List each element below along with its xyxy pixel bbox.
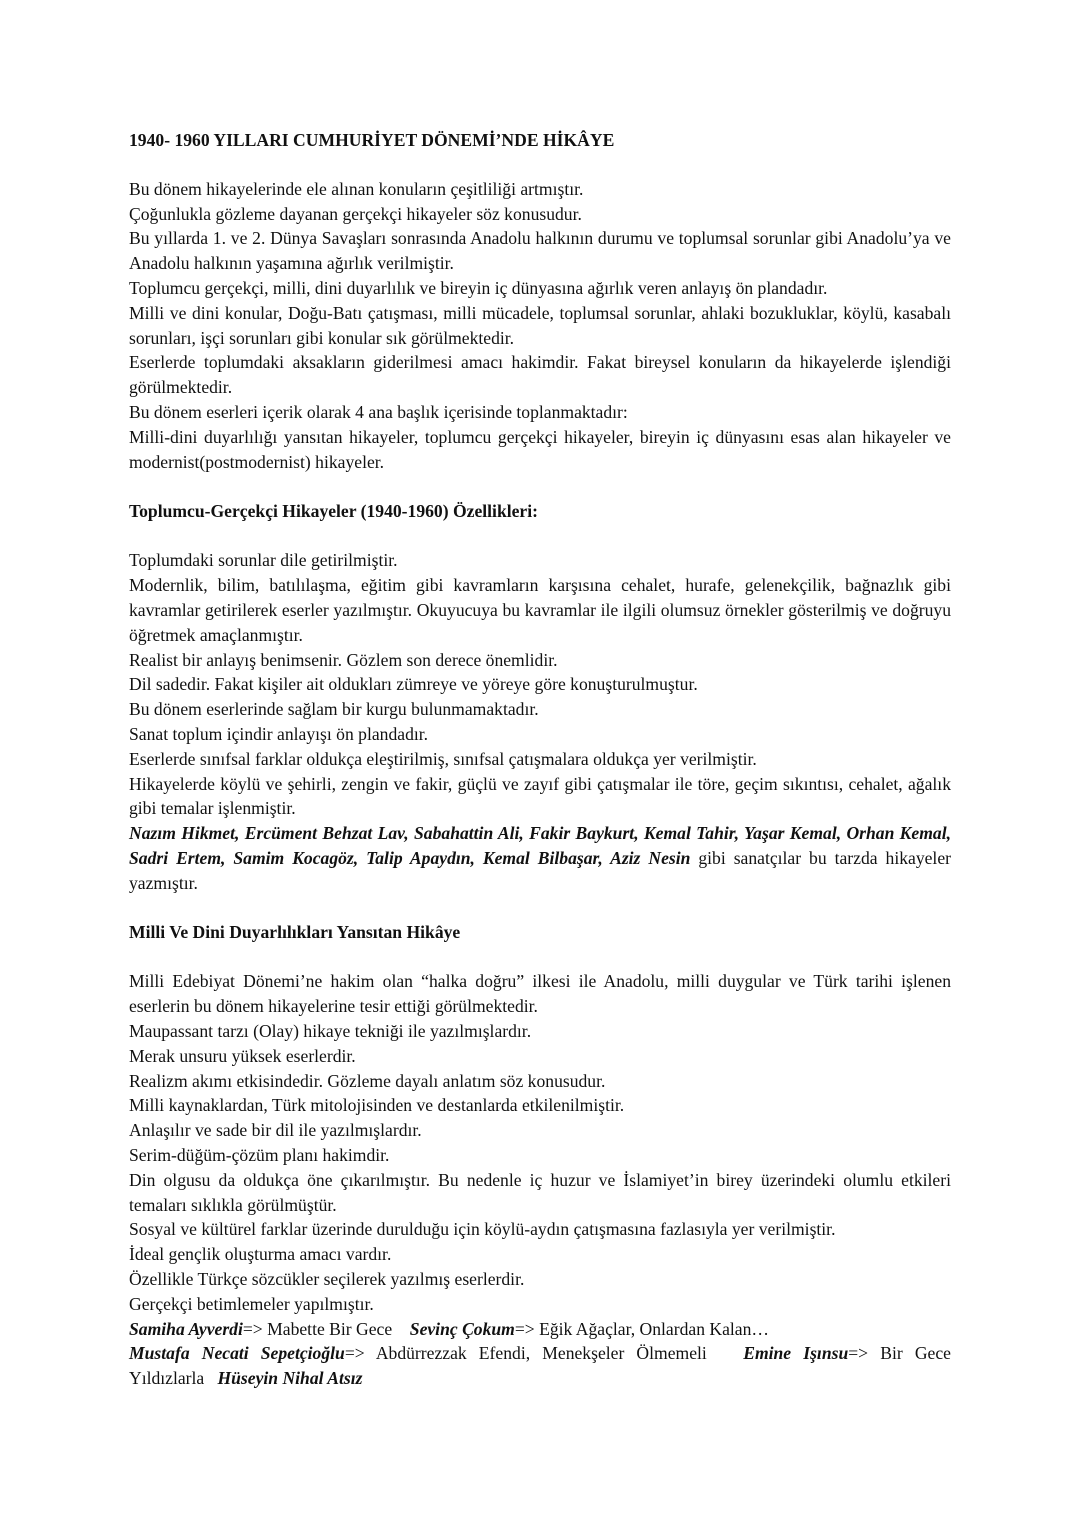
work-titles: => Mabette Bir Gece (242, 1318, 393, 1339)
paragraph: Milli kaynaklardan, Türk mitolojisinden ve destanlarda etkilenilmiştir. (129, 1095, 625, 1116)
paragraph: Bu dönem hikayelerinde ele alınan konuların çeşitliliği artmıştır. (129, 178, 584, 199)
paragraph: Milli ve dini konular, Doğu-Batı çatışması, milli mücadele, toplumsal sorunlar, ahlaki bozukluklar, köylü, kasabalı sorunları, işçi sorunları gibi konular sık görülmektedir. (129, 302, 951, 348)
author-name: Mustafa Necati Sepetçioğlu (129, 1343, 345, 1364)
paragraph: Dil sadedir. Fakat kişiler ait oldukları zümreye ve yöreye göre konuşturulmuştur. (129, 674, 698, 695)
works-line (129, 1317, 951, 1342)
paragraph: Bu dönem eserlerinde sağlam bir kurgu bulunmamaktadır. (129, 699, 539, 720)
section-title: Milli Ve Dini Duyarlılıkları Yansıtan Hikâye (129, 922, 461, 943)
paragraph: Serim-düğüm-çözüm planı hakimdir. (129, 1145, 390, 1166)
paragraph: Milli-dini duyarlılığı yansıtan hikayeler, toplumcu gerçekçi hikayeler, bireyin iç dünyasını esas alan hikayeler ve modernist(postmodernist) hikayeler. (129, 426, 951, 472)
paragraph: Modernlik, bilim, batılılaşma, eğitim gibi kavramların karşısına cehalet, hurafe, gelenekçilik, bağnazlık gibi kavramlar getirilerek eserler yazılmıştır. Okuyucuya bu kavramlar ile ilgili olumsuz örnekler gösterilmiş ve doğruyu öğretmek amaçlanmıştır. (129, 575, 951, 645)
section-title: Toplumcu-Gerçekçi Hikayeler (1940-1960) Özellikleri: (129, 500, 538, 521)
paragraph: Toplumcu gerçekçi, milli, dini duyarlılık ve bireyin iç dünyasına ağırlık veren anlayış ön plandadır. (129, 277, 828, 298)
paragraph: Hikayelerde köylü ve şehirli, zengin ve fakir, güçlü ve zayıf gibi çatışmalar ile töre, geçim sıkıntısı, cehalet, ağalık gibi temalar işlenmiştir. (129, 773, 951, 819)
paragraph: Realizm akımı etkisindedir. Gözleme dayalı anlatım söz konusudur. (129, 1070, 606, 1091)
author-name: Sevinç Çokum (409, 1318, 515, 1339)
paragraph: Gerçekçi betimlemeler yapılmıştır. (129, 1293, 374, 1314)
works-line (129, 1341, 951, 1391)
paragraph: Realist bir anlayış benimsenir. Gözlem son derece önemlidir. (129, 649, 558, 670)
work-titles: => Eğik Ağaçlar, Onlardan Kalan… (514, 1318, 770, 1339)
document-page (129, 128, 951, 1391)
author-name: Samiha Ayverdi (129, 1318, 243, 1339)
paragraph: Anlaşılır ve sade bir dil ile yazılmışlardır. (129, 1120, 422, 1141)
authors-paragraph (129, 821, 951, 895)
paragraph: Milli Edebiyat Dönemi’ne hakim olan “halka doğru” ilkesi ile Anadolu, milli duygular ve Türk tarihi işlenen eserlerin bu dönem hikayelerine tesir ettiği görülmektedir. (129, 971, 951, 1017)
authors-list: Nazım Hikmet, Ercüment Behzat Lav, Sabahattin Ali, Fakir Baykurt, Kemal Tahir, Yaşar Kemal, Orhan Kemal, Sadri Ertem, Samim Kocagöz, Talip Apaydın, Kemal Bilbaşar, Aziz Nesin (129, 823, 951, 868)
paragraph: Maupassant tarzı (Olay) hikaye tekniği ile yazılmışlardır. (129, 1021, 532, 1042)
author-name: Hüseyin Nihal Atsız (217, 1368, 363, 1389)
work-titles: => Abdürrezzak Efendi, Menekşeler Ölmemeli (344, 1343, 707, 1364)
paragraph: Sosyal ve kültürel farklar üzerinde durulduğu için köylü-aydın çatışmasına fazlasıyla yer verilmiştir. (129, 1219, 836, 1240)
authors-suffix: gibi sanatçılar bu tarzda hikayeler yazmıştır. (129, 847, 951, 893)
paragraph: Özellikle Türkçe sözcükler seçilerek yazılmış eserlerdir. (129, 1269, 525, 1290)
paragraph: Bu dönem eserleri içerik olarak 4 ana başlık içerisinde toplanmaktadır: (129, 401, 628, 422)
paragraph: Eserlerde toplumdaki aksakların giderilmesi amacı hakimdir. Fakat bireysel konuların da hikayelerde işlendiği görülmektedir. (129, 352, 951, 398)
paragraph: İdeal gençlik oluşturma amacı vardır. (129, 1244, 392, 1265)
paragraph: Din olgusu da oldukça öne çıkarılmıştır. Bu nedenle iç huzur ve İslamiyet’in birey üzerindeki olumlu etkileri temaları sıklıkla görülmüştür. (129, 1169, 951, 1215)
paragraph: Çoğunlukla gözleme dayanan gerçekçi hikayeler söz konusudur. (129, 203, 582, 224)
author-name: Emine Işınsu (743, 1343, 849, 1364)
paragraph: Sanat toplum içindir anlayışı ön plandadır. (129, 723, 429, 744)
section-title: 1940- 1960 YILLARI CUMHURİYET DÖNEMİ’NDE HİKÂYE (129, 130, 615, 150)
paragraph: Merak unsuru yüksek eserlerdir. (129, 1045, 356, 1066)
paragraph: Eserlerde sınıfsal farklar oldukça eleştirilmiş, sınıfsal çatışmalara oldukça yer verilmiştir. (129, 748, 757, 769)
work-titles: => Bir Gece Yıldızlarla (129, 1343, 951, 1389)
paragraph: Bu yıllarda 1. ve 2. Dünya Savaşları sonrasında Anadolu halkının durumu ve toplumsal sorunlar gibi Anadolu’ya ve Anadolu halkının yaşamına ağırlık verilmiştir. (129, 228, 951, 274)
paragraph: Toplumdaki sorunlar dile getirilmiştir. (129, 550, 398, 571)
